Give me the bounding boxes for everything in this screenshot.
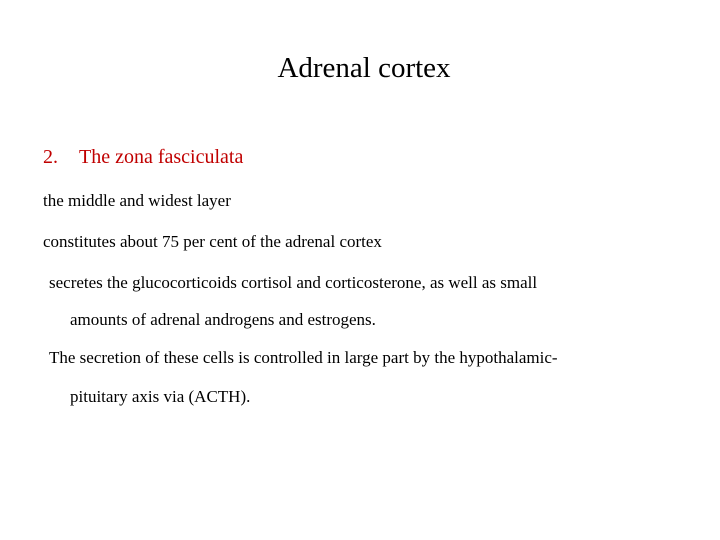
text-line-amounts: amounts of adrenal androgens and estrogens. [70,310,376,329]
section-number: 2. [43,146,58,168]
text-line-secretion-control: The secretion of these cells is controlled in large part by the hypothalamic- [49,348,558,367]
text-line-secretes: secretes the glucocorticoids cortisol and corticosterone, as well as small [49,273,538,292]
section-heading-text: The zona fasciculata [79,146,244,168]
text-line-constitutes: constitutes about 75 per cent of the adrenal cortex [43,232,382,251]
text-line-pituitary-axis: pituitary axis via (ACTH). [70,387,251,406]
slide-title [0,48,720,88]
slide-title-text: Adrenal cortex [277,52,451,84]
text-line-middle-layer: the middle and widest layer [43,191,231,210]
section-heading [43,143,243,171]
